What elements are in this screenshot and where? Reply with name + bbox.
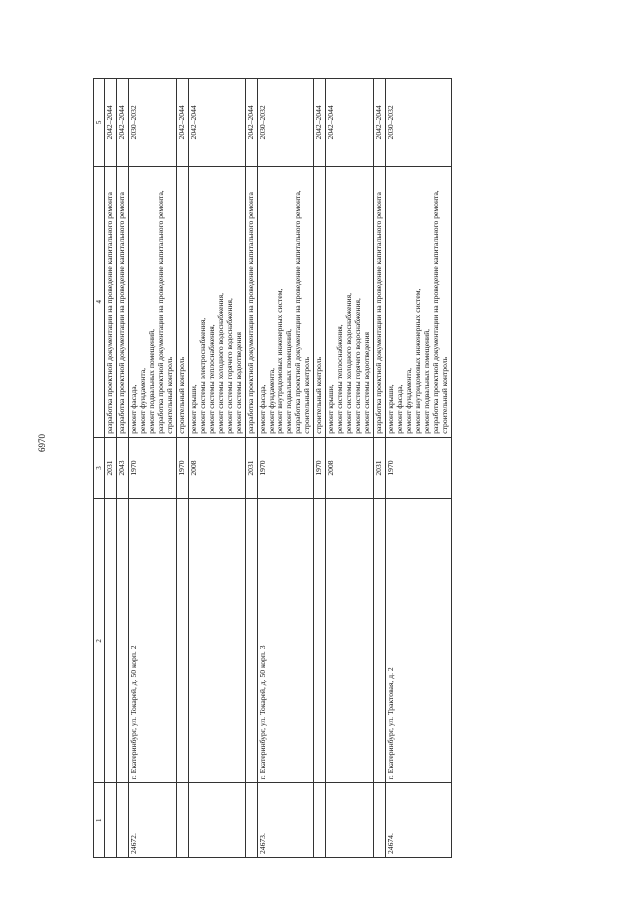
table-body — [105, 79, 451, 858]
table-header-row — [94, 79, 105, 858]
row-address: г. Екатеринбург, ул. Токарей, д. 50 корп. 3 — [257, 499, 314, 783]
row-address — [373, 499, 385, 783]
row-number — [176, 783, 188, 858]
row-number — [105, 783, 117, 858]
row-period: 2030–2032 — [129, 79, 177, 167]
repair-schedule-table — [93, 78, 452, 858]
row-work: разработка проектной документации на проведение капитального ремонта — [373, 166, 385, 437]
row-work: ремонт крыши, ремонт системы электроснабжения, ремонт системы теплоснабжения, ремонт системы холодного водоснабжения, ремонт системы горячего водоснабжения, ремонт системы водоотведения — [188, 166, 245, 437]
table-row — [117, 79, 129, 858]
header-col-5: 5 — [94, 79, 105, 167]
row-year: 1970 — [129, 437, 177, 499]
row-period: 2042–2044 — [188, 79, 245, 167]
row-year: 2031 — [373, 437, 385, 499]
row-period: 2030–2032 — [257, 79, 314, 167]
rotated-page — [93, 78, 598, 858]
row-work: разработка проектной документации на проведение капитального ремонта — [105, 166, 117, 437]
row-number — [245, 783, 257, 858]
row-number — [326, 783, 374, 858]
row-address: г. Екатеринбург, ул. Трактовая, д. 2 — [385, 499, 451, 783]
row-number: 24674. — [385, 783, 451, 858]
table-row — [188, 79, 245, 858]
row-year: 1970 — [257, 437, 314, 499]
row-year: 2031 — [105, 437, 117, 499]
table-row — [326, 79, 374, 858]
row-work: разработка проектной документации на проведение капитального ремонта — [117, 166, 129, 437]
row-number — [373, 783, 385, 858]
header-col-1: 1 — [94, 783, 105, 858]
row-number — [188, 783, 245, 858]
row-work: ремонт фасада, ремонт фундамента, ремонт внутридомовых инженерных систем, ремонт подвальных помещений, разработка проектной документации на проведение капитального ремонта, строительный контроль — [257, 166, 314, 437]
row-period: 2030–2032 — [385, 79, 451, 167]
row-work: ремонт крыши, ремонт фасада, ремонт фундамента, ремонт внутридомовых инженерных систем, ремонт подвальных помещений, разработка проектной документации на проведение капитального ремонта, строительный контроль — [385, 166, 451, 437]
row-year: 2031 — [245, 437, 257, 499]
row-year: 2008 — [326, 437, 374, 499]
row-address — [188, 499, 245, 783]
row-year: 2008 — [188, 437, 245, 499]
row-period: 2042–2044 — [105, 79, 117, 167]
row-period: 2042–2044 — [373, 79, 385, 167]
row-period: 2042–2044 — [314, 79, 326, 167]
row-period: 2042–2044 — [326, 79, 374, 167]
table-row — [129, 79, 177, 858]
row-year: 2043 — [117, 437, 129, 499]
row-work: строительный контроль — [176, 166, 188, 437]
row-address — [105, 499, 117, 783]
header-col-2: 2 — [94, 499, 105, 783]
row-number — [314, 783, 326, 858]
row-year: 1970 — [314, 437, 326, 499]
row-period: 2042–2044 — [117, 79, 129, 167]
table-row — [257, 79, 314, 858]
row-address — [314, 499, 326, 783]
row-address — [326, 499, 374, 783]
row-address — [117, 499, 129, 783]
row-work: ремонт фасада, ремонт фундамента, ремонт подвальных помещений, разработка проектной документации на проведение капитального ремонта, строительный контроль — [129, 166, 177, 437]
row-year: 1970 — [385, 437, 451, 499]
table-row — [385, 79, 451, 858]
row-address: г. Екатеринбург, ул. Токарей, д. 50 корп. 2 — [129, 499, 177, 783]
row-number: 24672. — [129, 783, 177, 858]
table-row — [176, 79, 188, 858]
header-col-3: 3 — [94, 437, 105, 499]
row-number: 24673. — [257, 783, 314, 858]
row-work: ремонт крыши, ремонт системы теплоснабжения, ремонт системы холодного водоснабжения, ремонт системы горячего водоснабжения, ремонт системы водоотведения — [326, 166, 374, 437]
table-row — [105, 79, 117, 858]
table-row — [245, 79, 257, 858]
row-period: 2042–2044 — [176, 79, 188, 167]
row-year: 1970 — [176, 437, 188, 499]
row-address — [245, 499, 257, 783]
row-period: 2042–2044 — [245, 79, 257, 167]
table-row — [373, 79, 385, 858]
row-work: разработка проектной документации на проведение капитального ремонта — [245, 166, 257, 437]
header-col-4: 4 — [94, 166, 105, 437]
row-work: строительный контроль — [314, 166, 326, 437]
page-number: 6970 — [37, 434, 47, 452]
row-number — [117, 783, 129, 858]
table-row — [314, 79, 326, 858]
row-address — [176, 499, 188, 783]
